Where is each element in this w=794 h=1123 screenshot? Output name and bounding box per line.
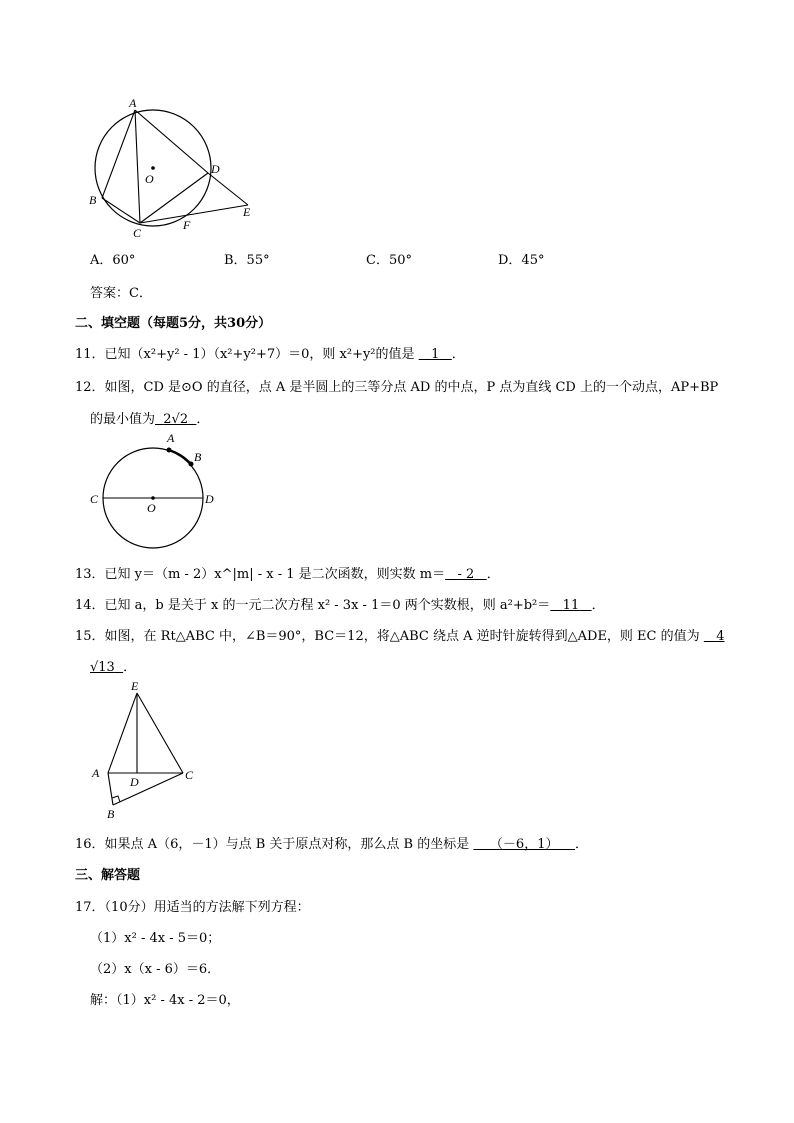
label-a2: A (167, 431, 175, 445)
question-11: 11．已知（x²+y² - 1）（x²+y²+7）＝0，则 x²+y²的值是 1 ． (75, 347, 465, 362)
question-17-part2: （2）x（x - 6）＝6． (90, 962, 221, 977)
question-12-line1: 12．如图，CD 是⊙O 的直径，点 A 是半圆上的三等分点 AD 的中点，P 点为直线 CD 上的一个动点，AP+BP (75, 380, 719, 395)
label-b: B (89, 193, 97, 207)
option-d: D．45° (498, 253, 545, 268)
label-c3: C (185, 768, 194, 782)
section-heading-fill-in: 二、填空题（每题5分，共30分） (75, 316, 272, 331)
section-heading-solutions: 三、解答题 (75, 868, 141, 883)
question-15-line1: 15．如图，在 Rt△ABC 中，∠B＝90°，BC＝12，将△ABC 绕点 A 逆时针旋转得到△ADE，则 EC 的值为 4 (75, 629, 725, 644)
label-e: E (243, 205, 251, 219)
center-dot (151, 166, 155, 170)
question-17-part1: （1）x² - 4x - 5＝0； (90, 931, 221, 946)
label-b2: B (194, 450, 202, 464)
q15-answer-part1: 4 (716, 629, 725, 644)
segment-de (208, 173, 248, 205)
q11-expr: x²+y² - 1）（x²+y²+7）＝0，则 x²+y²的值是 (143, 347, 415, 362)
q11-answer: 1 (431, 347, 440, 362)
arc-ab (169, 450, 191, 464)
q11-pre: 11．已知（ (75, 347, 144, 362)
q13-answer: - 2 (457, 567, 475, 582)
point-a (167, 448, 172, 453)
q16-answer: （－6，1） (489, 837, 559, 852)
right-angle-mark (112, 796, 120, 802)
q12-answer: 2√2 (163, 412, 189, 427)
label-e3: E (131, 680, 139, 693)
label-a3: A (92, 766, 100, 780)
question-15-line2: √13 ． (90, 660, 137, 675)
option-a: A．60° (90, 253, 136, 268)
question-16: 16．如果点 A（6，－1）与点 B 关于原点对称，那么点 B 的坐标是 （－6，1） ． (75, 837, 589, 852)
label-a: A (129, 96, 137, 110)
center-dot2 (151, 496, 155, 500)
segment-ab3 (108, 773, 113, 805)
label-f: F (183, 218, 191, 232)
label-d: D (211, 162, 220, 176)
segment-ac (135, 110, 140, 223)
label-c2: C (90, 492, 99, 506)
q14-answer: 11 (562, 598, 580, 613)
segment-bc (102, 198, 140, 223)
question-13: 13．已知 y＝（m - 2）x^|m| - x - 1 是二次函数，则实数 m＝ - 2 ． (75, 567, 500, 582)
figure-triangle-rotation (85, 680, 205, 825)
label-d3: D (130, 775, 139, 789)
segment-ce (140, 205, 248, 223)
figure-circle-abcd (80, 95, 270, 240)
figure-circle-diameter (85, 430, 220, 555)
question-17-solution: 解：（1）x² - 4x - 2＝0， (90, 993, 240, 1008)
q10-answer: 答案：C． (90, 286, 152, 301)
label-c: C (133, 226, 142, 240)
question-17-title: 17．（10分）用适当的方法解下列方程： (75, 900, 310, 915)
segment-ad (135, 110, 208, 173)
segment-ab (102, 110, 135, 198)
segment-ae (108, 693, 137, 773)
question-14: 14．已知 a，b 是关于 x 的一元二次方程 x² - 3x - 1＝0 两个实数根，则 a²+b²＝ 11 ． (75, 598, 605, 613)
label-o: O (145, 172, 154, 186)
q15-answer-part2: √13 (90, 660, 115, 675)
segment-ec (137, 693, 183, 773)
option-c: C．50° (366, 253, 412, 268)
option-b: B．55° (224, 253, 270, 268)
point-b (189, 462, 194, 467)
label-d2: D (205, 492, 214, 506)
segment-bc3 (113, 773, 183, 805)
label-b3: B (107, 807, 115, 821)
label-o2: O (147, 501, 156, 515)
question-12-line2: 的最小值为 2√2 ． (90, 412, 210, 427)
